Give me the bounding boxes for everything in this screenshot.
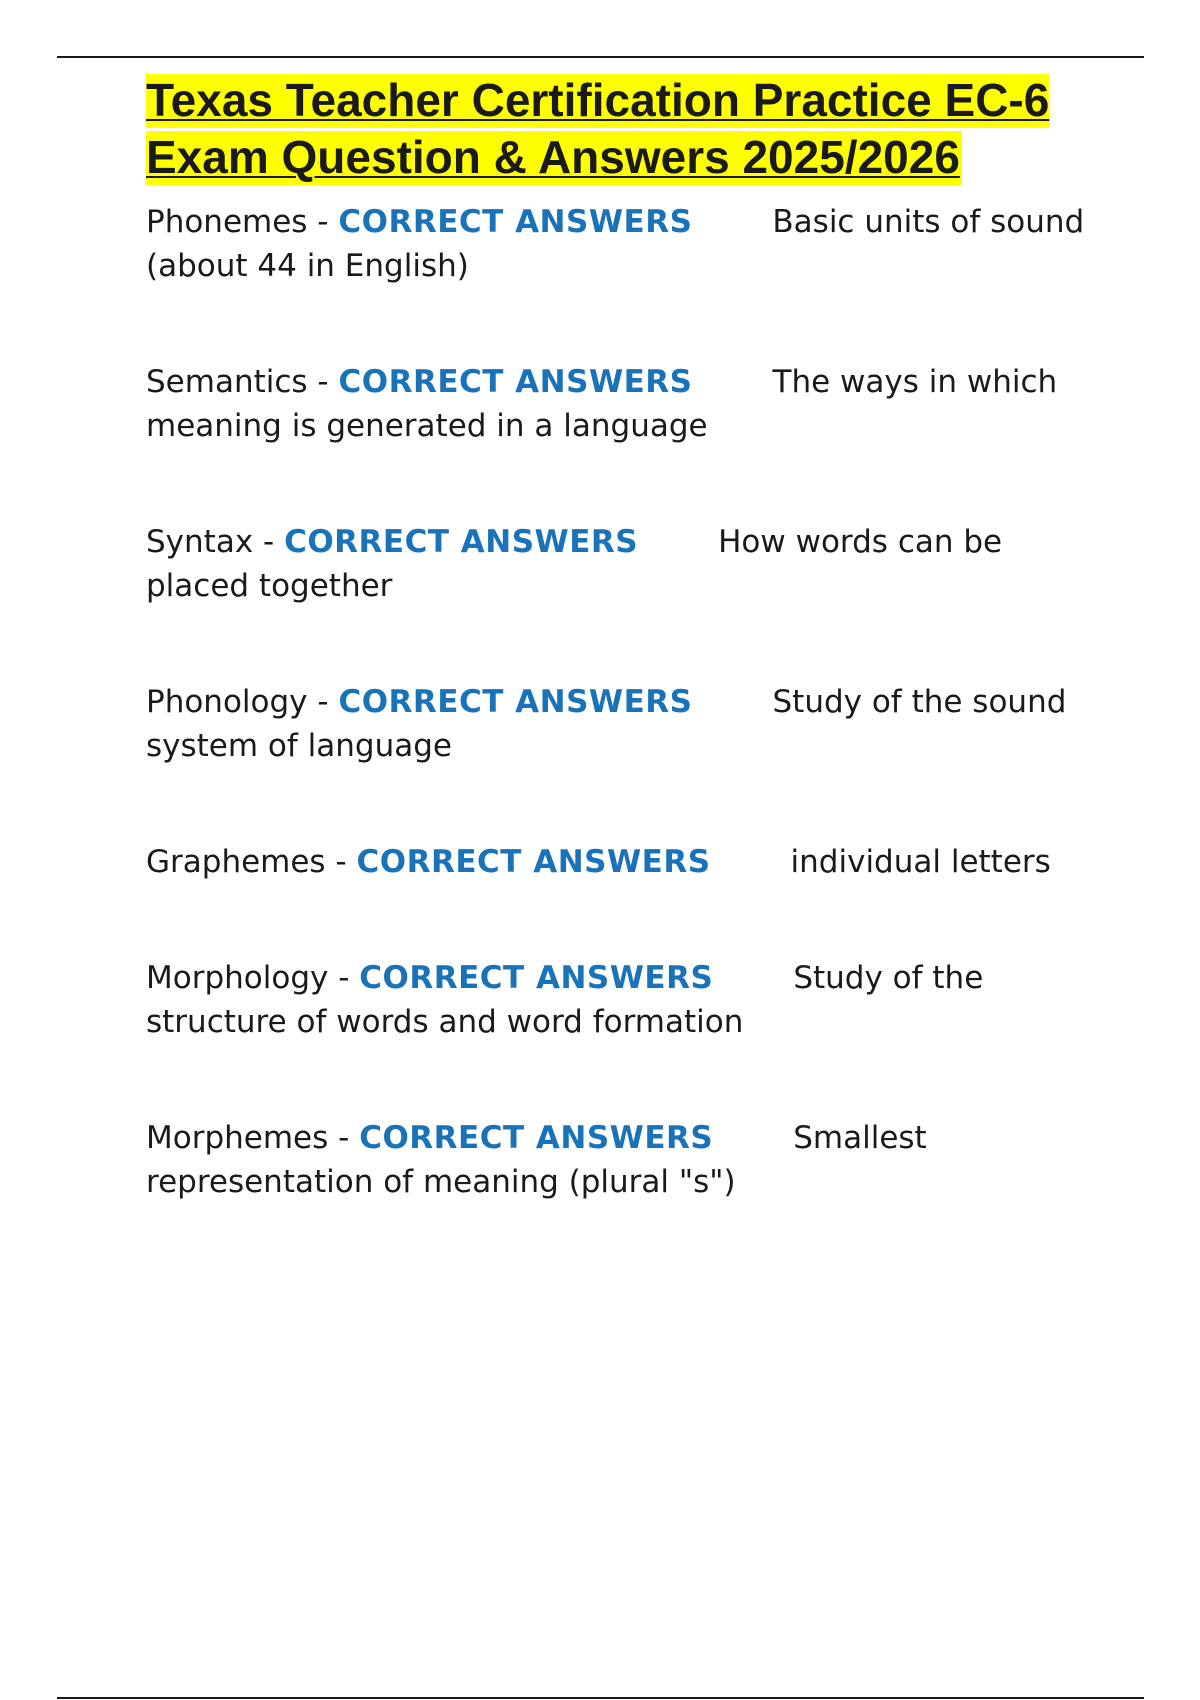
qa-separator: - bbox=[307, 364, 339, 400]
qa-definition: Study of the structure of words and word formation bbox=[146, 960, 984, 1040]
qa-list bbox=[146, 200, 1106, 1204]
qa-item-syntax bbox=[146, 520, 1106, 608]
bottom-rule bbox=[57, 1697, 1144, 1699]
correct-answers-label: CORRECT ANSWERS bbox=[338, 684, 693, 720]
qa-separator: - bbox=[328, 960, 360, 996]
qa-separator: - bbox=[307, 204, 339, 240]
document-page bbox=[146, 72, 1106, 1204]
qa-term: Syntax bbox=[146, 524, 254, 560]
document-title bbox=[146, 72, 1106, 186]
qa-definition: individual letters bbox=[790, 844, 1051, 880]
qa-term: Semantics bbox=[146, 364, 308, 400]
qa-separator: - bbox=[328, 1120, 360, 1156]
correct-answers-label: CORRECT ANSWERS bbox=[359, 960, 714, 996]
qa-separator: - bbox=[307, 684, 339, 720]
qa-item-graphemes bbox=[146, 840, 1106, 884]
qa-separator: - bbox=[253, 524, 285, 560]
correct-answers-label: CORRECT ANSWERS bbox=[359, 1120, 714, 1156]
correct-answers-label: CORRECT ANSWERS bbox=[338, 204, 693, 240]
qa-term: Graphemes bbox=[146, 844, 326, 880]
top-rule bbox=[57, 56, 1144, 58]
qa-item-semantics bbox=[146, 360, 1106, 448]
qa-term: Morphology bbox=[146, 960, 329, 996]
qa-item-phonology bbox=[146, 680, 1106, 768]
title-highlight: Texas Teacher Certification Practice EC-6 Exam Question & Answers 2025/2026 bbox=[146, 74, 1050, 183]
qa-definition: Study of the sound system of language bbox=[146, 684, 1067, 764]
qa-definition: Basic units of sound (about 44 in English) bbox=[146, 204, 1085, 284]
correct-answers-label: CORRECT ANSWERS bbox=[356, 844, 711, 880]
qa-item-morphology bbox=[146, 956, 1106, 1044]
correct-answers-label: CORRECT ANSWERS bbox=[284, 524, 639, 560]
qa-definition: How words can be placed together bbox=[146, 524, 1003, 604]
qa-item-phonemes bbox=[146, 200, 1106, 288]
qa-term: Morphemes bbox=[146, 1120, 329, 1156]
qa-separator: - bbox=[325, 844, 357, 880]
qa-item-morphemes bbox=[146, 1116, 1106, 1204]
qa-definition: Smallest representation of meaning (plural "s") bbox=[146, 1120, 927, 1200]
qa-definition: The ways in which meaning is generated in a language bbox=[146, 364, 1058, 444]
qa-term: Phonology bbox=[146, 684, 308, 720]
qa-term: Phonemes bbox=[146, 204, 308, 240]
correct-answers-label: CORRECT ANSWERS bbox=[338, 364, 693, 400]
